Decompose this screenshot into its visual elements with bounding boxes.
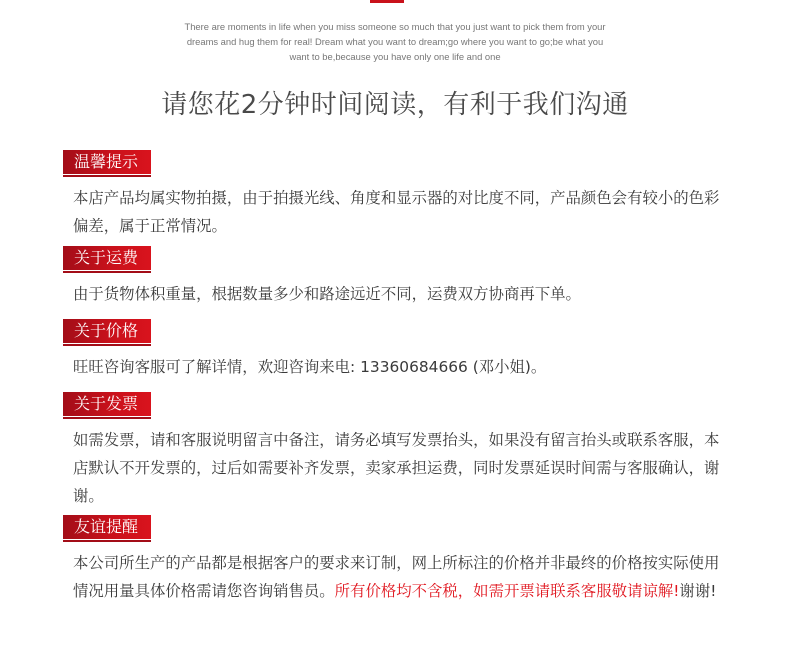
section-tag-shipping: 关于运费 xyxy=(63,246,151,270)
quote-line-3: want to be,because you have only one life and one xyxy=(289,51,501,62)
reminder-text: 本公司所生产的产品都是根据客户的要求来订制，网上所标注的价格并非最终的价格按实际使用情况用量具体价格需请您咨询销售员。 xyxy=(73,554,720,600)
section-warm-tip xyxy=(63,150,733,240)
section-text-price: 旺旺咨询客服可了解详情，欢迎咨询来电: 13360684666 (邓小姐)。 xyxy=(73,358,547,376)
page-title: 请您花2分钟时间阅读，有利于我们沟通 xyxy=(161,90,629,120)
section-tag-warm-tip: 温馨提示 xyxy=(63,150,151,174)
section-tag-invoice: 关于发票 xyxy=(63,392,151,416)
quote-line-2: dreams and hug them for real! Dream what you want to dream;go where you want to go;be what you xyxy=(186,36,604,47)
tax-notice-highlight: 所有价格均不含税，如需开票请联系客服敬请谅解! xyxy=(334,582,680,600)
quote-line-1: There are moments in life when you miss someone so much that you just want to pick them from your xyxy=(184,21,606,32)
thanks-text: 谢谢! xyxy=(679,582,717,600)
section-text-warm-tip: 本店产品均属实物拍摄，由于拍摄光线、角度和显示器的对比度不同，产品颜色会有较小的色彩偏差，属于正常情况。 xyxy=(73,189,720,235)
section-price xyxy=(63,319,733,381)
section-text-shipping: 由于货物体积重量，根据数量多少和路途远近不同，运费双方协商再下单。 xyxy=(73,285,581,303)
section-invoice xyxy=(63,392,733,510)
section-tag-price: 关于价格 xyxy=(63,319,151,343)
section-friendly-reminder xyxy=(63,515,733,605)
section-text-friendly-reminder xyxy=(73,549,733,605)
english-quote xyxy=(100,19,690,64)
section-shipping xyxy=(63,246,733,308)
section-text-invoice: 如需发票，请和客服说明留言中备注，请务必填写发票抬头，如果没有留言抬头或联系客服，本店默认不开发票的，过后如需要补齐发票，卖家承担运费，同时发票延误时间需与客服确认，谢谢。 xyxy=(73,431,720,505)
top-accent-bar xyxy=(370,0,404,3)
section-tag-friendly-reminder: 友谊提醒 xyxy=(63,515,151,539)
